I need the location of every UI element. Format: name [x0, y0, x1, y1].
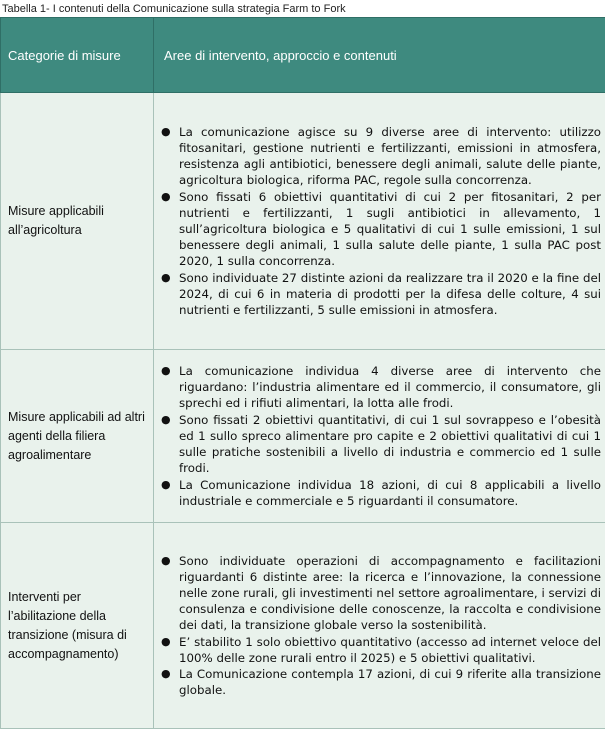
- table-header-row: [1, 18, 605, 93]
- bullet-text: La Comunicazione individua 18 azioni, di cui 8 applicabili a livello industriale e commerciale e 5 riguardanti il consumatore.: [179, 478, 601, 508]
- bullet-text: La comunicazione agisce su 9 diverse aree di intervento: utilizzo fitosanitari, gestione nutrienti e fertilizzanti, emissioni in atmosfera, resistenza agli antibiotici, benessere degli animali, salute delle piante, agricoltura biologica, riforma PAC, regole sulla concorrenza.: [179, 125, 601, 188]
- bullet-icon: ●: [161, 666, 171, 682]
- bullet-list: [156, 124, 601, 318]
- category-cell: Misure applicabili ad altri agenti della filiera agroalimentare: [1, 350, 154, 523]
- bullet-icon: ●: [161, 412, 171, 428]
- header-categories: Categorie di misure: [1, 18, 154, 93]
- bullet-list: [156, 553, 601, 699]
- table-row: [1, 93, 605, 350]
- category-cell: Interventi per l’abilitazione della transizione (misura di accompagnamento): [1, 523, 154, 729]
- bullet-icon: ●: [161, 363, 171, 379]
- bullet-text: Sono individuate operazioni di accompagnamento e facilitazioni riguardanti 6 distinte aree: la ricerca e l’innovazione, la connessione nelle zone rurali, gli investimenti nel settore agroalimentare, i servizi di consulenza e condivisione delle conoscenze, la raccolta e condivisione dei dati, la transizione globale verso la sostenibilità.: [179, 554, 601, 633]
- content-cell: [154, 350, 605, 523]
- list-item: [156, 666, 601, 698]
- list-item: [156, 634, 601, 666]
- content-cell: [154, 93, 605, 350]
- category-cell: Misure applicabili all’agricoltura: [1, 93, 154, 350]
- list-item: [156, 189, 601, 270]
- bullet-text: E’ stabilito 1 solo obiettivo quantitativo (accesso ad internet veloce del 100% delle zone rurali entro il 2025) e 5 obiettivi qualitativi.: [179, 635, 601, 665]
- bullet-icon: ●: [161, 124, 171, 140]
- bullet-icon: ●: [161, 553, 171, 569]
- bullet-icon: ●: [161, 477, 171, 493]
- bullet-icon: ●: [161, 189, 171, 205]
- list-item: [156, 124, 601, 189]
- bullet-icon: ●: [161, 634, 171, 650]
- list-item: [156, 270, 601, 319]
- header-areas: Aree di intervento, approccio e contenuti: [154, 18, 605, 93]
- table-row: [1, 523, 605, 729]
- list-item: [156, 553, 601, 634]
- bullet-text: Sono fissati 6 obiettivi quantitativi di cui 2 per fitosanitari, 2 per nutrienti e fertilizzanti, 1 sugli antibiotici in allevamento, 1 sull’agricoltura biologica e 5 qualitativi di cui 1 sulle emissioni, 1 sul benessere degli animali, 1 sulla salute delle piante, 1 sulla PAC post 2020, 1 sulla concorrenza.: [179, 190, 601, 269]
- measures-table: [0, 17, 605, 729]
- table-row: [1, 350, 605, 523]
- bullet-text: Sono fissati 2 obiettivi quantitativi, di cui 1 sul sovrappeso e l’obesità ed 1 sullo spreco alimentare pro capite e 2 obiettivi qualitativi di cui 1 sulle pratiche sostenibili a livello di industria e commercio ed 1 sulle frodi.: [179, 413, 601, 476]
- table-caption: Tabella 1- I contenuti della Comunicazione sulla strategia Farm to Fork: [0, 0, 605, 17]
- bullet-text: Sono individuate 27 distinte azioni da realizzare tra il 2020 e la fine del 2024, di cui 6 in materia di prodotti per la difesa delle colture, 4 sui nutrienti e fertilizzanti, 5 sulle emissioni in atmosfera.: [179, 271, 601, 317]
- list-item: [156, 412, 601, 477]
- bullet-list: [156, 363, 601, 509]
- bullet-text: La comunicazione individua 4 diverse aree di intervento che riguardano: l’industria alimentare ed il commercio, il consumatore, gli sprechi ed i rifiuti alimentari, la lotta alle frodi.: [179, 364, 601, 410]
- list-item: [156, 477, 601, 509]
- content-cell: [154, 523, 605, 729]
- bullet-icon: ●: [161, 270, 171, 286]
- list-item: [156, 363, 601, 412]
- bullet-text: La Comunicazione contempla 17 azioni, di cui 9 riferite alla transizione globale.: [179, 667, 601, 697]
